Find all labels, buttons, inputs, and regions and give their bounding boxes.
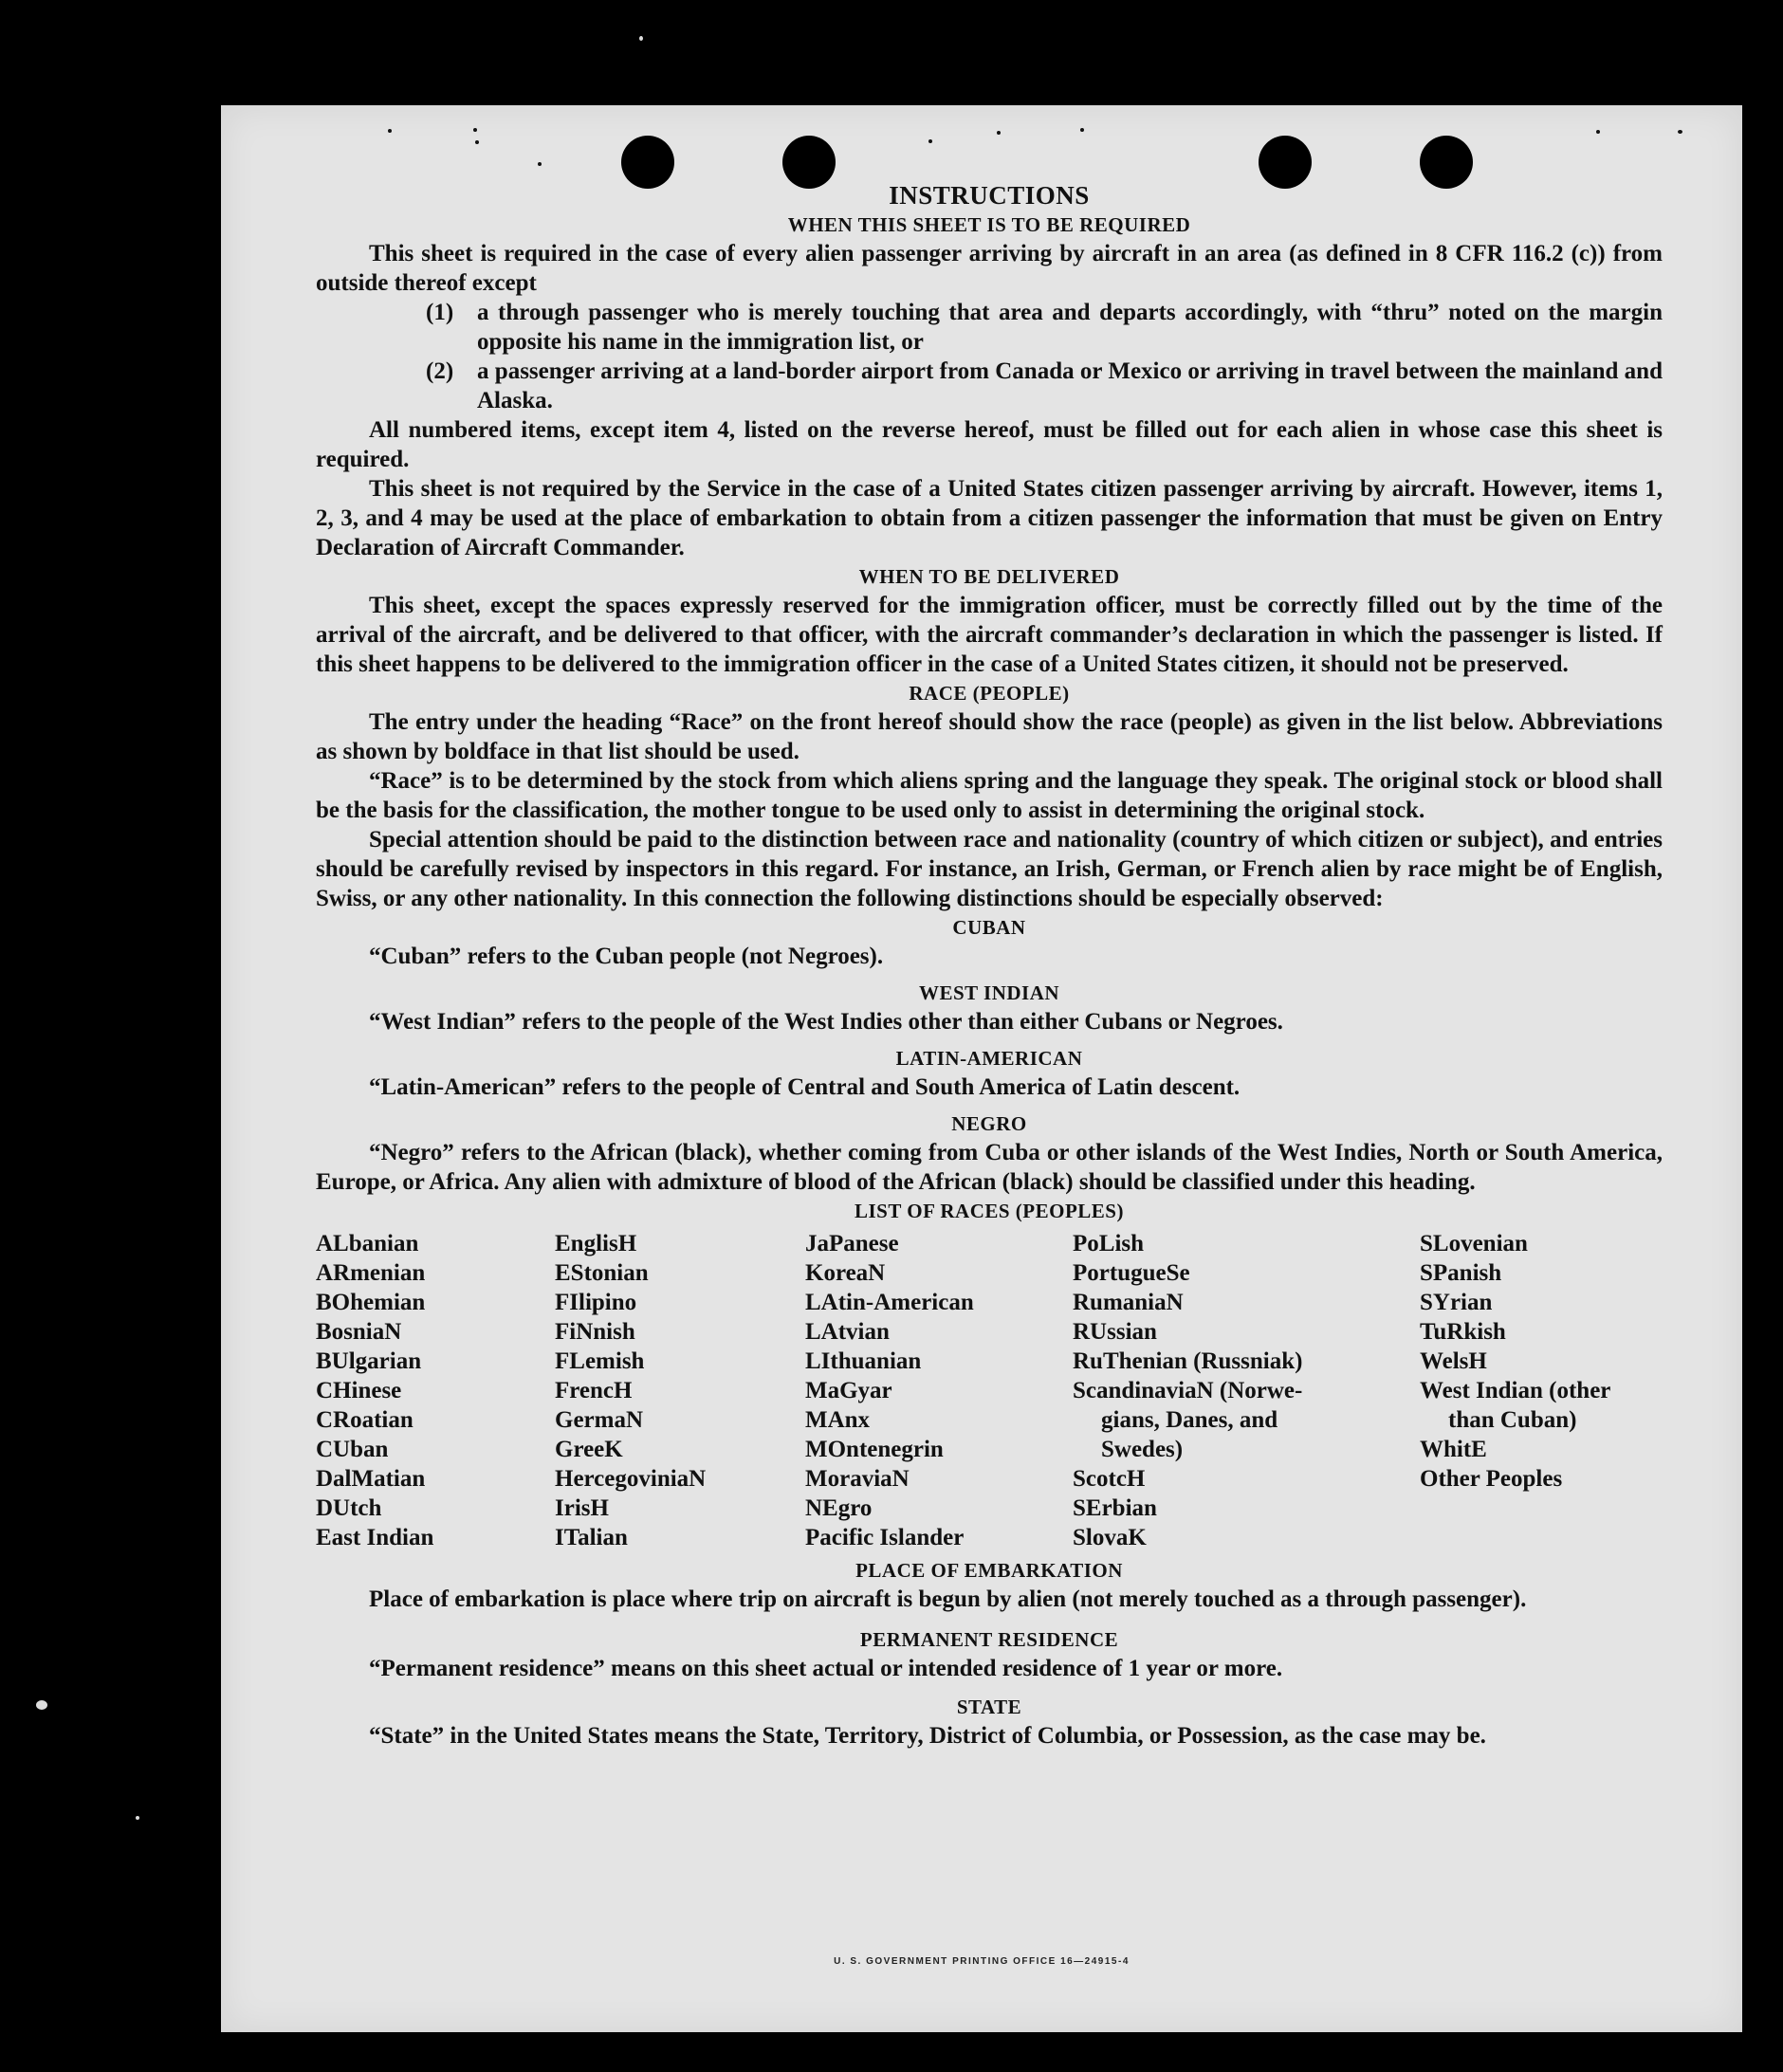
race-column-2 — [555, 1229, 805, 1552]
when-delivered-paragraph: This sheet, except the spaces expressly reserved for the immigration officer, must be correctly filled out by the time of the arrival of the aircraft, and be delivered to that officer, with the aircraft commander’s declaration in which the passenger is listed. If this sheet happens to be delivered to the immigration officer in the case of a United States citizen, it should not be preserved. — [316, 593, 1663, 677]
race-entry: GreeK — [555, 1437, 623, 1462]
exception-number: (1) — [426, 300, 454, 325]
scan-speck — [1080, 128, 1084, 132]
race-entry: JaPanese — [805, 1231, 899, 1256]
negro-paragraph: “Negro” refers to the African (black), whether coming from Cuba or other islands of the West Indies, North or South America, Europe, or Africa. Any alien with admixture of blood of the African (black) should be classified under this heading. — [316, 1140, 1663, 1195]
race-entry: ARmenian — [316, 1260, 426, 1286]
race-entry: NEgro — [805, 1495, 873, 1521]
race-entry: ITalian — [555, 1525, 628, 1550]
race-entry: Pacific Islander — [805, 1525, 965, 1550]
race-entry: ScandinaviaN (Norwe- — [1073, 1378, 1303, 1403]
race-entry: Other Peoples — [1420, 1466, 1563, 1492]
race-heading: RACE (PEOPLE) — [909, 682, 1070, 705]
race-column-5 — [1420, 1229, 1663, 1552]
race-paragraph-2: “Race” is to be determined by the stock from which aliens spring and the language they speak. The original stock or blood shall be the basis for the classification, the mother tongue to be used only to assist in determining the original stock. — [316, 768, 1663, 823]
race-paragraph-3: Special attention should be paid to the distinction between race and nationality (country of which citizen or subject), and entries should be carefully revised by inspectors in this regard. For instance, an Irish, German, or French alien by race might be of English, Swiss, or any other nationality. In this connection the following distinctions should be especially observed: — [316, 827, 1663, 911]
permanent-residence-paragraph: “Permanent residence” means on this sheet actual or intended residence of 1 year or more. — [369, 1656, 1283, 1681]
list-of-races-heading: LIST OF RACES (PEOPLES) — [855, 1200, 1124, 1222]
state-paragraph: “State” in the United States means the State, Territory, District of Columbia, or Possession, as the case may be. — [369, 1723, 1486, 1749]
race-entry: CUban — [316, 1437, 389, 1462]
race-entry: LIthuanian — [805, 1348, 922, 1374]
scan-speck — [473, 128, 477, 132]
race-entry: SPanish — [1420, 1260, 1502, 1286]
race-entry: PortugueSe — [1073, 1260, 1190, 1286]
citizen-paragraph: This sheet is not required by the Service in the case of a United States citizen passenger arriving by aircraft. However, items 1, 2, 3, and 4 may be used at the place of embarkation to obtain from a citizen passenger the information that must be given on Entry Declaration of Aircraft Commander. — [316, 476, 1663, 560]
race-entry: WelsH — [1420, 1348, 1487, 1374]
exception-text: a through passenger who is merely touching that area and departs accordingly, with “thru” noted on the margin opposite his name in the immigration list, or — [477, 300, 1663, 355]
numbered-items-paragraph: All numbered items, except item 4, listed on the reverse hereof, must be filled out for each alien in whose case this sheet is required. — [316, 417, 1663, 472]
race-entry: TuRkish — [1420, 1319, 1506, 1345]
when-required-intro: This sheet is required in the case of every alien passenger arriving by aircraft in an area (as defined in 8 CFR 116.2 (c)) from outside thereof except — [316, 241, 1663, 296]
exception-text: a passenger arriving at a land-border airport from Canada or Mexico or arriving in travel between the mainland and Alaska. — [477, 358, 1663, 413]
race-entry: DUtch — [316, 1495, 382, 1521]
race-entry: RumaniaN — [1073, 1290, 1184, 1315]
race-entry: LAtvian — [805, 1319, 890, 1345]
race-entry: KoreaN — [805, 1260, 886, 1286]
race-entry: West Indian (other — [1420, 1378, 1611, 1403]
latin-american-paragraph: “Latin-American” refers to the people of Central and South America of Latin descent. — [369, 1074, 1241, 1100]
negro-heading: NEGRO — [951, 1112, 1027, 1135]
scan-speck — [538, 162, 542, 166]
race-entry: BOhemian — [316, 1290, 426, 1315]
race-entry: BUlgarian — [316, 1348, 422, 1374]
race-entry: SLovenian — [1420, 1231, 1528, 1256]
cuban-heading: CUBAN — [952, 916, 1026, 939]
race-entry: East Indian — [316, 1525, 434, 1550]
latin-american-heading: LATIN-AMERICAN — [895, 1047, 1083, 1070]
exception-item-1 — [426, 298, 1663, 357]
scan-speck — [1678, 130, 1682, 134]
race-list — [316, 1229, 1663, 1552]
cuban-paragraph: “Cuban” refers to the Cuban people (not Negroes). — [369, 944, 884, 969]
race-entry: FrencH — [555, 1378, 633, 1403]
race-entry: DalMatian — [316, 1466, 426, 1492]
race-entry: than Cuban) — [1448, 1407, 1577, 1433]
document-page — [221, 105, 1742, 2032]
race-entry: LAtin-American — [805, 1290, 974, 1315]
race-entry: SYrian — [1420, 1290, 1493, 1315]
race-entry: EStonian — [555, 1260, 649, 1286]
scan-speck — [997, 131, 1001, 135]
scan-speck — [1596, 130, 1600, 134]
race-entry: SlovaK — [1073, 1525, 1147, 1550]
race-entry: RuThenian (Russniak) — [1073, 1348, 1303, 1374]
race-column-4 — [1073, 1229, 1420, 1552]
exception-number: (2) — [426, 358, 454, 384]
race-entry: CHinese — [316, 1378, 402, 1403]
race-entry: ALbanian — [316, 1231, 419, 1256]
when-required-heading: WHEN THIS SHEET IS TO BE REQUIRED — [787, 213, 1191, 236]
printing-office-imprint: U. S. GOVERNMENT PRINTING OFFICE 16—24915-4 — [834, 1956, 1130, 1967]
race-entry: WhitE — [1420, 1437, 1487, 1462]
race-entry: EnglisH — [555, 1231, 637, 1256]
scan-speck — [475, 140, 479, 144]
race-entry: MOntenegrin — [805, 1437, 944, 1462]
race-entry: SErbian — [1073, 1495, 1157, 1521]
scan-speck — [136, 1816, 139, 1820]
race-column-1 — [316, 1229, 555, 1552]
race-entry: RUssian — [1073, 1319, 1157, 1345]
scan-speck — [36, 1700, 47, 1710]
race-entry: FLemish — [555, 1348, 645, 1374]
race-column-3 — [805, 1229, 1073, 1552]
race-entry: HercegoviniaN — [555, 1466, 707, 1492]
west-indian-heading: WEST INDIAN — [918, 981, 1060, 1004]
race-entry: gians, Danes, and — [1101, 1407, 1278, 1433]
race-entry: Swedes) — [1101, 1437, 1184, 1462]
permanent-residence-heading: PERMANENT RESIDENCE — [859, 1628, 1119, 1651]
west-indian-paragraph: “West Indian” refers to the people of the West Indies other than either Cubans or Negroes. — [369, 1009, 1283, 1035]
instructions-title: INSTRUCTIONS — [889, 181, 1090, 210]
scan-speck — [928, 139, 932, 143]
race-entry: FiNnish — [555, 1319, 635, 1345]
exception-item-2 — [426, 357, 1663, 415]
scan-speck — [639, 36, 643, 41]
race-entry: MoraviaN — [805, 1466, 910, 1492]
place-of-embarkation-paragraph: Place of embarkation is place where trip on aircraft is begun by alien (not merely touched as a through passenger). — [369, 1586, 1527, 1612]
when-delivered-heading: WHEN TO BE DELIVERED — [858, 565, 1120, 588]
race-entry: FIlipino — [555, 1290, 637, 1315]
scan-speck — [388, 129, 392, 133]
instructions-content — [316, 180, 1663, 1751]
place-of-embarkation-heading: PLACE OF EMBARKATION — [855, 1559, 1123, 1582]
race-entry: IrisH — [555, 1495, 609, 1521]
race-entry: MaGyar — [805, 1378, 892, 1403]
race-entry: CRoatian — [316, 1407, 414, 1433]
race-entry: ScotcH — [1073, 1466, 1146, 1492]
race-paragraph-1: The entry under the heading “Race” on the front hereof should show the race (people) as given in the list below. Abbreviations as shown by boldface in that list should be used. — [316, 709, 1663, 764]
race-entry: BosniaN — [316, 1319, 402, 1345]
race-entry: MAnx — [805, 1407, 871, 1433]
race-entry: PoLish — [1073, 1231, 1145, 1256]
race-entry: GermaN — [555, 1407, 644, 1433]
state-heading: STATE — [956, 1696, 1022, 1718]
